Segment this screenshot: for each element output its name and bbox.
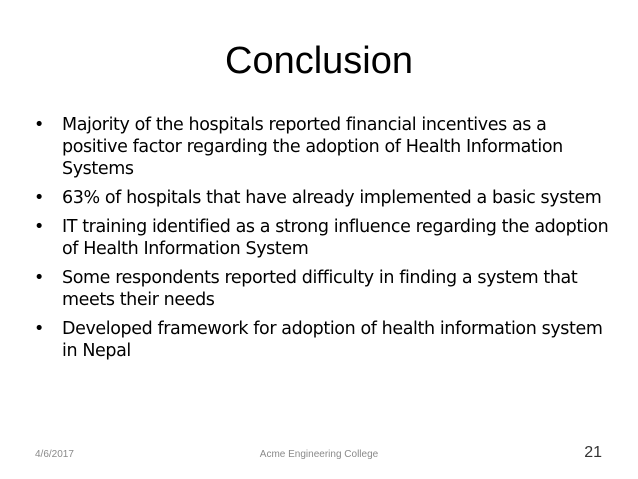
bullet-text: 63% of hospitals that have already implemented a basic system [62,188,602,208]
bullet-item [34,114,609,180]
bullet-marker: • [34,217,44,237]
footer-date: 4/6/2017 [35,449,74,460]
bullet-text: IT training identified as a strong influence regarding the adoption of Health Information System [62,217,609,259]
bullet-text: Majority of the hospitals reported financial incentives as a positive factor regarding the adoption of Health Information Systems [62,115,563,179]
bullet-item [34,187,609,209]
bullet-marker: • [34,115,44,135]
bullet-list [34,114,609,369]
bullet-item [34,216,609,260]
bullet-item [34,267,609,311]
bullet-item [34,318,609,362]
page-number: 21 [584,444,602,461]
bullet-marker: • [34,268,44,288]
bullet-marker: • [34,319,44,339]
bullet-marker: • [34,188,44,208]
bullet-text: Some respondents reported difficulty in finding a system that meets their needs [62,268,578,310]
slide-title: Conclusion [225,40,413,82]
bullet-text: Developed framework for adoption of health information system in Nepal [62,319,603,361]
footer-organization: Acme Engineering College [259,449,379,460]
